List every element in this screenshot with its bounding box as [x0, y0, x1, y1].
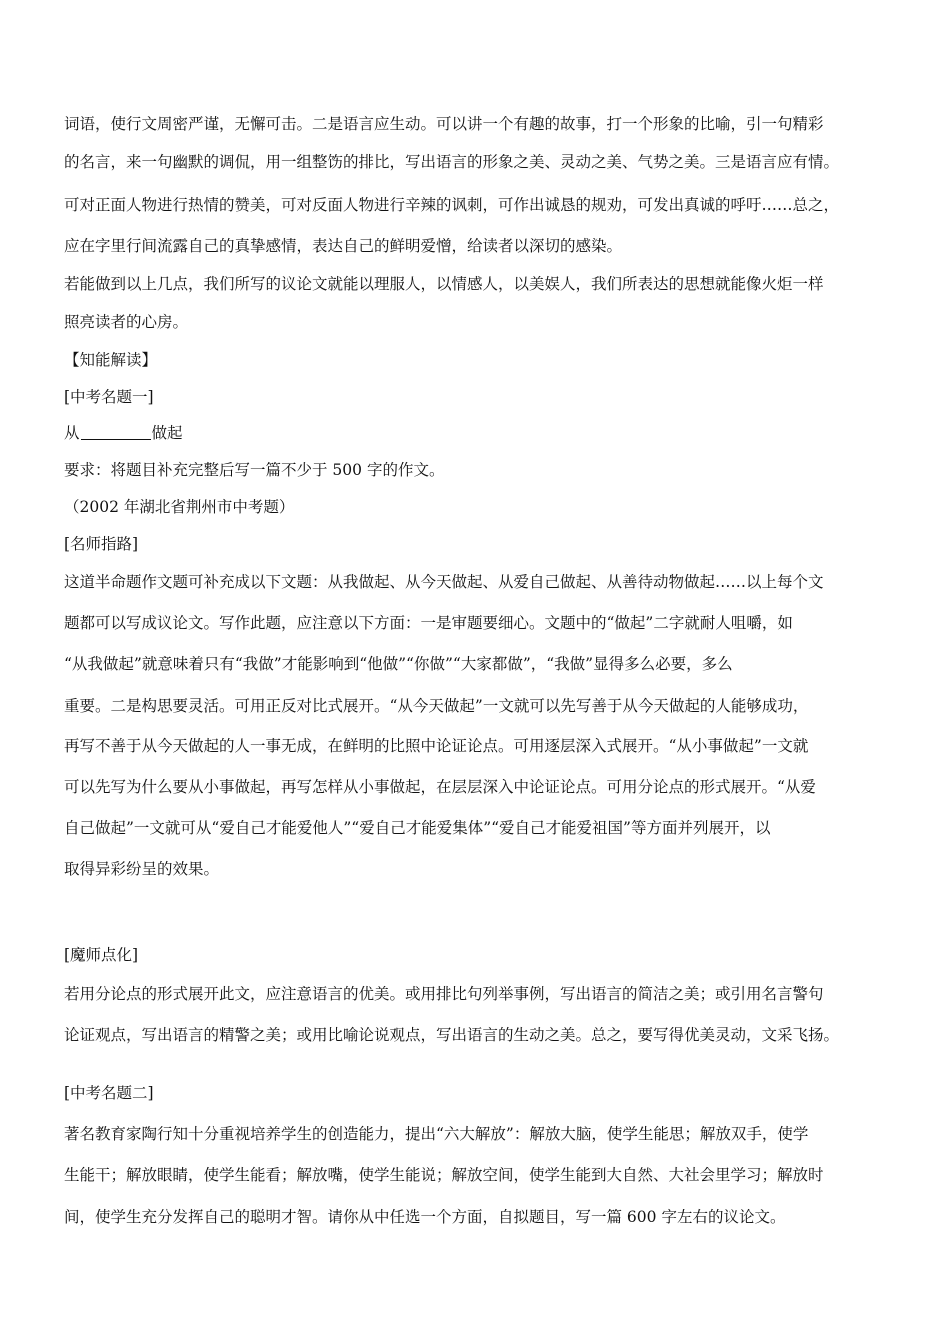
- text-line: 若用分论点的形式展开此文，应注意语言的优美。或用排比句列举事例，写出语言的简洁之美；或引用名言警句: [64, 985, 824, 1003]
- title-suffix: 做起: [151, 424, 183, 442]
- text-line: 应在字里行间流露自己的真挚感情，表达自己的鲜明爱憎，给读者以深切的感染。: [64, 237, 623, 255]
- section-heading: [中考名题一]: [64, 388, 154, 406]
- section-heading: [名师指路]: [64, 535, 139, 553]
- text-line: “从我做起”就意味着只有“我做”才能影响到“他做”“你做”“大家都做”，“我做”显得多么必要，多么: [64, 655, 733, 673]
- text-line: 再写不善于从今天做起的人一事无成，在鲜明的比照中论证论点。可用逐层深入式展开。“从小事做起”一文就: [64, 737, 809, 755]
- title-prefix: 从: [64, 424, 80, 442]
- text-line: 若能做到以上几点，我们所写的议论文就能以理服人，以情感人，以美娱人，我们所表达的思想就能像火炬一样: [64, 275, 824, 293]
- text-line: 自己做起”一文就可从“爱自己才能爱他人”“爱自己才能爱集体”“爱自己才能爱祖国”等方面并列展开，以: [64, 819, 771, 837]
- text-line: 可对正面人物进行热情的赞美，可对反面人物进行辛辣的讽刺，可作出诚恳的规劝，可发出真诚的呼吁……总之，: [64, 196, 840, 214]
- text-line: 题都可以写成议论文。写作此题，应注意以下方面：一是审题要细心。文题中的“做起”二字就耐人咀嚼，如: [64, 614, 793, 632]
- section-heading: 【知能解读】: [64, 351, 158, 369]
- text-line: 著名教育家陶行知十分重视培养学生的创造能力，提出“六大解放”：解放大脑，使学生能思；解放双手，使学: [64, 1125, 809, 1143]
- text-line: 要求：将题目补充完整后写一篇不少于 500 字的作文。: [64, 461, 445, 479]
- text-line: 照亮读者的心房。: [64, 313, 189, 331]
- text-line: 论证观点，写出语言的精警之美；或用比喻论说观点，写出语言的生动之美。总之，要写得优美灵动，文采飞扬。: [64, 1026, 840, 1044]
- blank-line: [81, 425, 151, 440]
- text-line: 重要。二是构思要灵活。可用正反对比式展开。“从今天做起”一文就可以先写善于从今天做起的人能够成功，: [64, 697, 809, 715]
- text-line: 这道半命题作文题可补充成以下文题：从我做起、从今天做起、从爱自己做起、从善待动物做起……以上每个文: [64, 573, 824, 591]
- section-heading: [魔师点化]: [64, 946, 139, 964]
- section-heading: [中考名题二]: [64, 1084, 154, 1102]
- text-line: 间，使学生充分发挥自己的聪明才智。请你从中任选一个方面，自拟题目，写一篇 600 字左右的议论文。: [64, 1208, 786, 1226]
- text-line: 生能干；解放眼睛，使学生能看；解放嘴，使学生能说；解放空间，使学生能到大自然、大社会里学习；解放时: [64, 1166, 824, 1184]
- text-line: 词语，使行文周密严谨，无懈可击。二是语言应生动。可以讲一个有趣的故事，打一个形象的比喻，引一句精彩: [64, 115, 824, 133]
- text-line: 取得异彩纷呈的效果。: [64, 860, 220, 878]
- essay-title-with-blank: [64, 423, 183, 443]
- text-line: 的名言，来一句幽默的调侃，用一组整饬的排比，写出语言的形象之美、灵动之美、气势之美。三是语言应有情。: [64, 153, 840, 171]
- text-line: 可以先写为什么要从小事做起，再写怎样从小事做起，在层层深入中论证论点。可用分论点的形式展开。“从爱: [64, 778, 816, 796]
- source-note: （2002 年湖北省荆州市中考题）: [64, 498, 295, 516]
